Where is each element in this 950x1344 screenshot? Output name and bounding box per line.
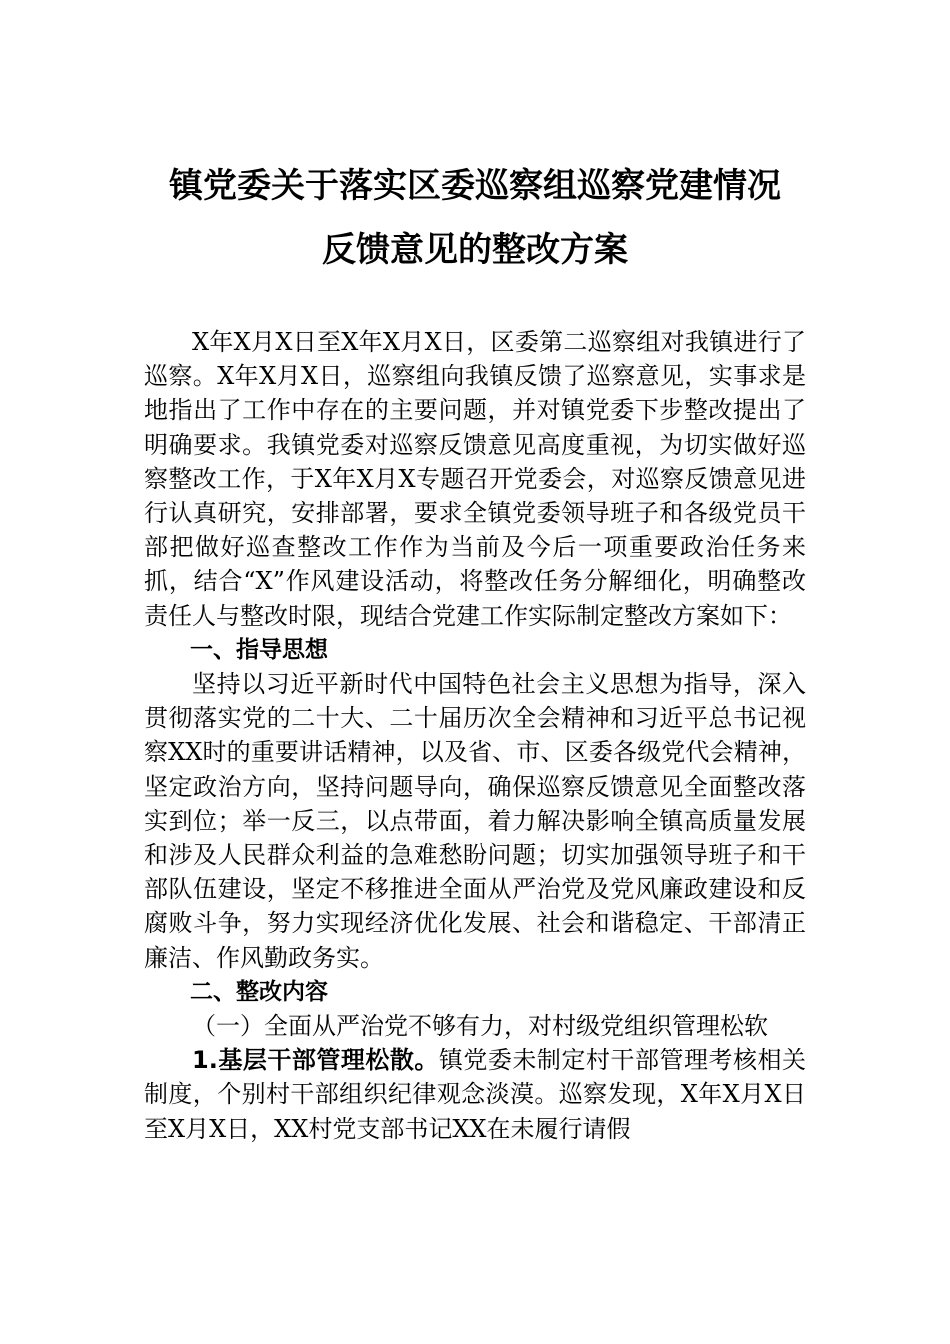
document-title-line-2: 反馈意见的整改方案 bbox=[322, 230, 628, 270]
subsection-1-heading: （一）全面从严治党不够有力，对村级党组织管理松软 bbox=[192, 1012, 768, 1041]
item-1-body: 镇党委未制定村干部管理考核相关制度，个别村干部组织纪律观念淡漠。巡察发现，X年X月X日至X月X日，XX村党支部书记XX在未履行请假 bbox=[144, 1046, 806, 1143]
section-1-heading: 一、指导思想 bbox=[190, 636, 328, 663]
section-2-heading: 二、整改内容 bbox=[190, 978, 328, 1005]
document-title-line-1: 镇党委关于落实区委巡察组巡察党建情况 bbox=[169, 166, 781, 206]
item-1-paragraph bbox=[144, 1043, 806, 1146]
intro-paragraph: X年X月X日至X年X月X日，区委第二巡察组对我镇进行了巡察。X年X月X日，巡察组向我镇反馈了巡察意见，实事求是地指出了工作中存在的主要问题，并对镇党委下步整改提出了明确要求。我镇党委对巡察反馈意见高度重视，为切实做好巡察整改工作，于X年X月X专题召开党委会，对巡察反馈意见进行认真研究，安排部署，要求全镇党委领导班子和各级党员干部把做好巡查整改工作作为当前及今后一项重要政治任务来抓，结合“X”作风建设活动，将整改任务分解细化，明确整改责任人与整改时限，现结合党建工作实际制定整改方案如下： bbox=[144, 328, 806, 630]
document-body bbox=[144, 325, 806, 1146]
section-1-paragraph: 坚持以习近平新时代中国特色社会主义思想为指导，深入贯彻落实党的二十大、二十届历次全会精神和习近平总书记视察XX时的重要讲话精神，以及省、市、区委各级党代会精神，坚定政治方向，坚持问题导向，确保巡察反馈意见全面整改落实到位；举一反三，以点带面，着力解决影响全镇高质量发展和涉及人民群众利益的急难愁盼问题；切实加强领导班子和干部队伍建设，坚定不移推进全面从严治党及党风廉政建设和反腐败斗争，努力实现经济优化发展、社会和谐稳定、干部清正廉洁、作风勤政务实。 bbox=[144, 670, 806, 972]
item-1-lead: 1.基层干部管理松散。 bbox=[192, 1046, 439, 1075]
